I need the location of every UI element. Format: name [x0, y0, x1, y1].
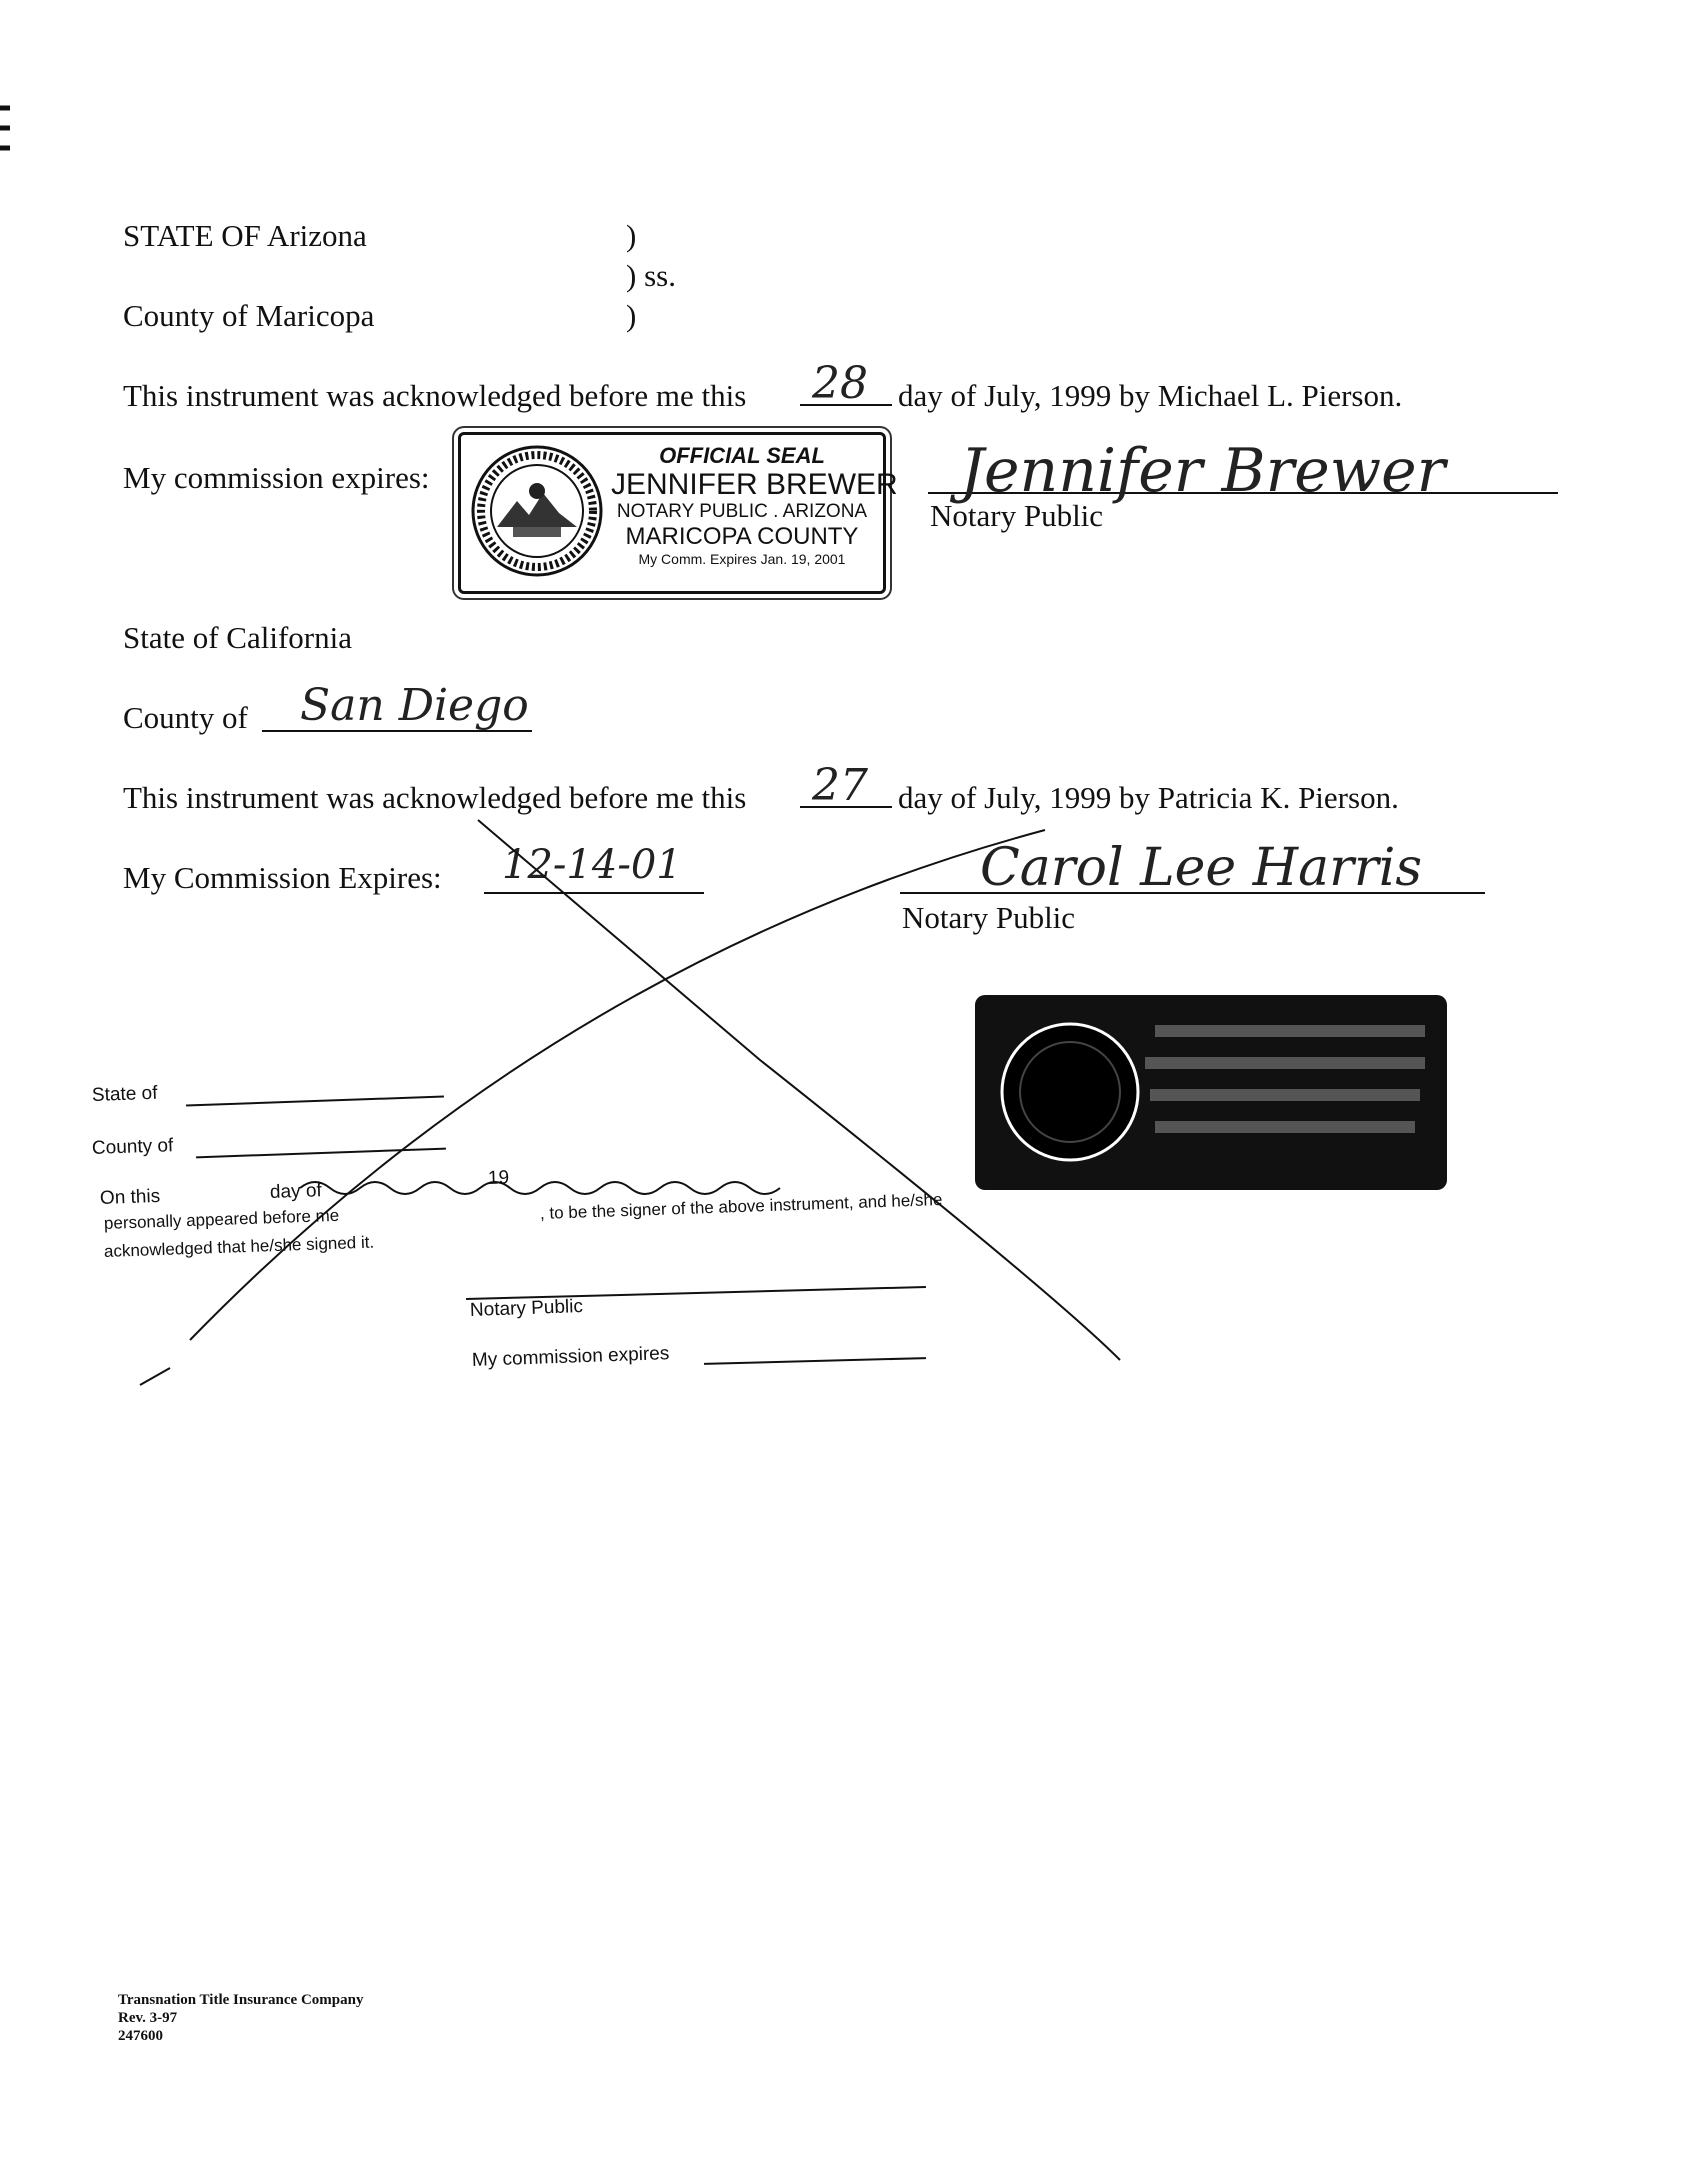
- crossed-commission-label: My commission expires: [471, 1343, 670, 1371]
- paren-ss: ) ss.: [626, 258, 676, 293]
- california-county-value: San Diego: [300, 680, 529, 731]
- county-maricopa-line: County of Maricopa: [123, 298, 375, 333]
- state-california-line: State of California: [123, 620, 352, 655]
- arizona-ack-suffix: day of July, 1999 by Michael L. Pierson.: [898, 378, 1403, 413]
- stray-mark-left: [140, 1368, 170, 1385]
- seal-line-notary: NOTARY PUBLIC . ARIZONA: [616, 501, 868, 522]
- state-arizona-line: STATE OF Arizona: [123, 218, 367, 253]
- california-ack-day: 27: [812, 760, 868, 811]
- california-ack-suffix: day of July, 1999 by Patricia K. Pierson.: [898, 780, 1399, 815]
- edge-mark: [0, 108, 10, 148]
- crossed-on-this: On this: [99, 1185, 161, 1209]
- paren-1: ): [626, 218, 637, 253]
- crossed-county-label: County of: [91, 1135, 174, 1159]
- california-ack-prefix: This instrument was acknowledged before me this: [123, 780, 747, 815]
- strike-line-diagonal-1: [478, 820, 1120, 1360]
- seal-line-official: OFFICIAL SEAL: [659, 443, 825, 468]
- california-commission-value: 12-14-01: [502, 842, 682, 888]
- scribble-wave: [300, 1182, 780, 1194]
- strike-line-diagonal-2: [190, 830, 1045, 1340]
- california-notary-label: Notary Public: [902, 900, 1076, 935]
- footer-rev: Rev. 3-97: [118, 2010, 178, 2026]
- crossed-year-prefix: 19: [487, 1167, 510, 1189]
- seal-line-name: JENNIFER BREWER: [611, 468, 898, 501]
- footer-form-number: 247600: [118, 2028, 163, 2044]
- california-notary-signature: Carol Lee Harris: [980, 838, 1423, 898]
- seal-line-expires: My Comm. Expires Jan. 19, 2001: [638, 551, 846, 567]
- crossed-day-of: day of: [269, 1180, 323, 1203]
- seal-line-county: MARICOPA COUNTY: [625, 523, 859, 550]
- arizona-notary-label: Notary Public: [930, 498, 1104, 533]
- crossed-body-2: personally appeared before me: [103, 1205, 340, 1233]
- california-county-label: County of: [123, 700, 248, 735]
- crossed-notary-label: Notary Public: [469, 1296, 584, 1321]
- arizona-commission-label: My commission expires:: [123, 460, 430, 495]
- arizona-notary-signature: Jennifer Brewer: [960, 436, 1446, 506]
- crossed-state-label: State of: [91, 1082, 158, 1106]
- paren-3: ): [626, 298, 637, 333]
- california-commission-label: My Commission Expires:: [123, 860, 442, 895]
- arizona-ack-day: 28: [812, 358, 868, 409]
- crossed-body-3: acknowledged that he/she signed it.: [103, 1232, 375, 1261]
- arizona-ack-prefix: This instrument was acknowledged before me this: [123, 378, 747, 413]
- footer-company: Transnation Title Insurance Company: [118, 1992, 364, 2008]
- crossed-body-1: , to be the signer of the above instrument, and he/she: [539, 1189, 943, 1223]
